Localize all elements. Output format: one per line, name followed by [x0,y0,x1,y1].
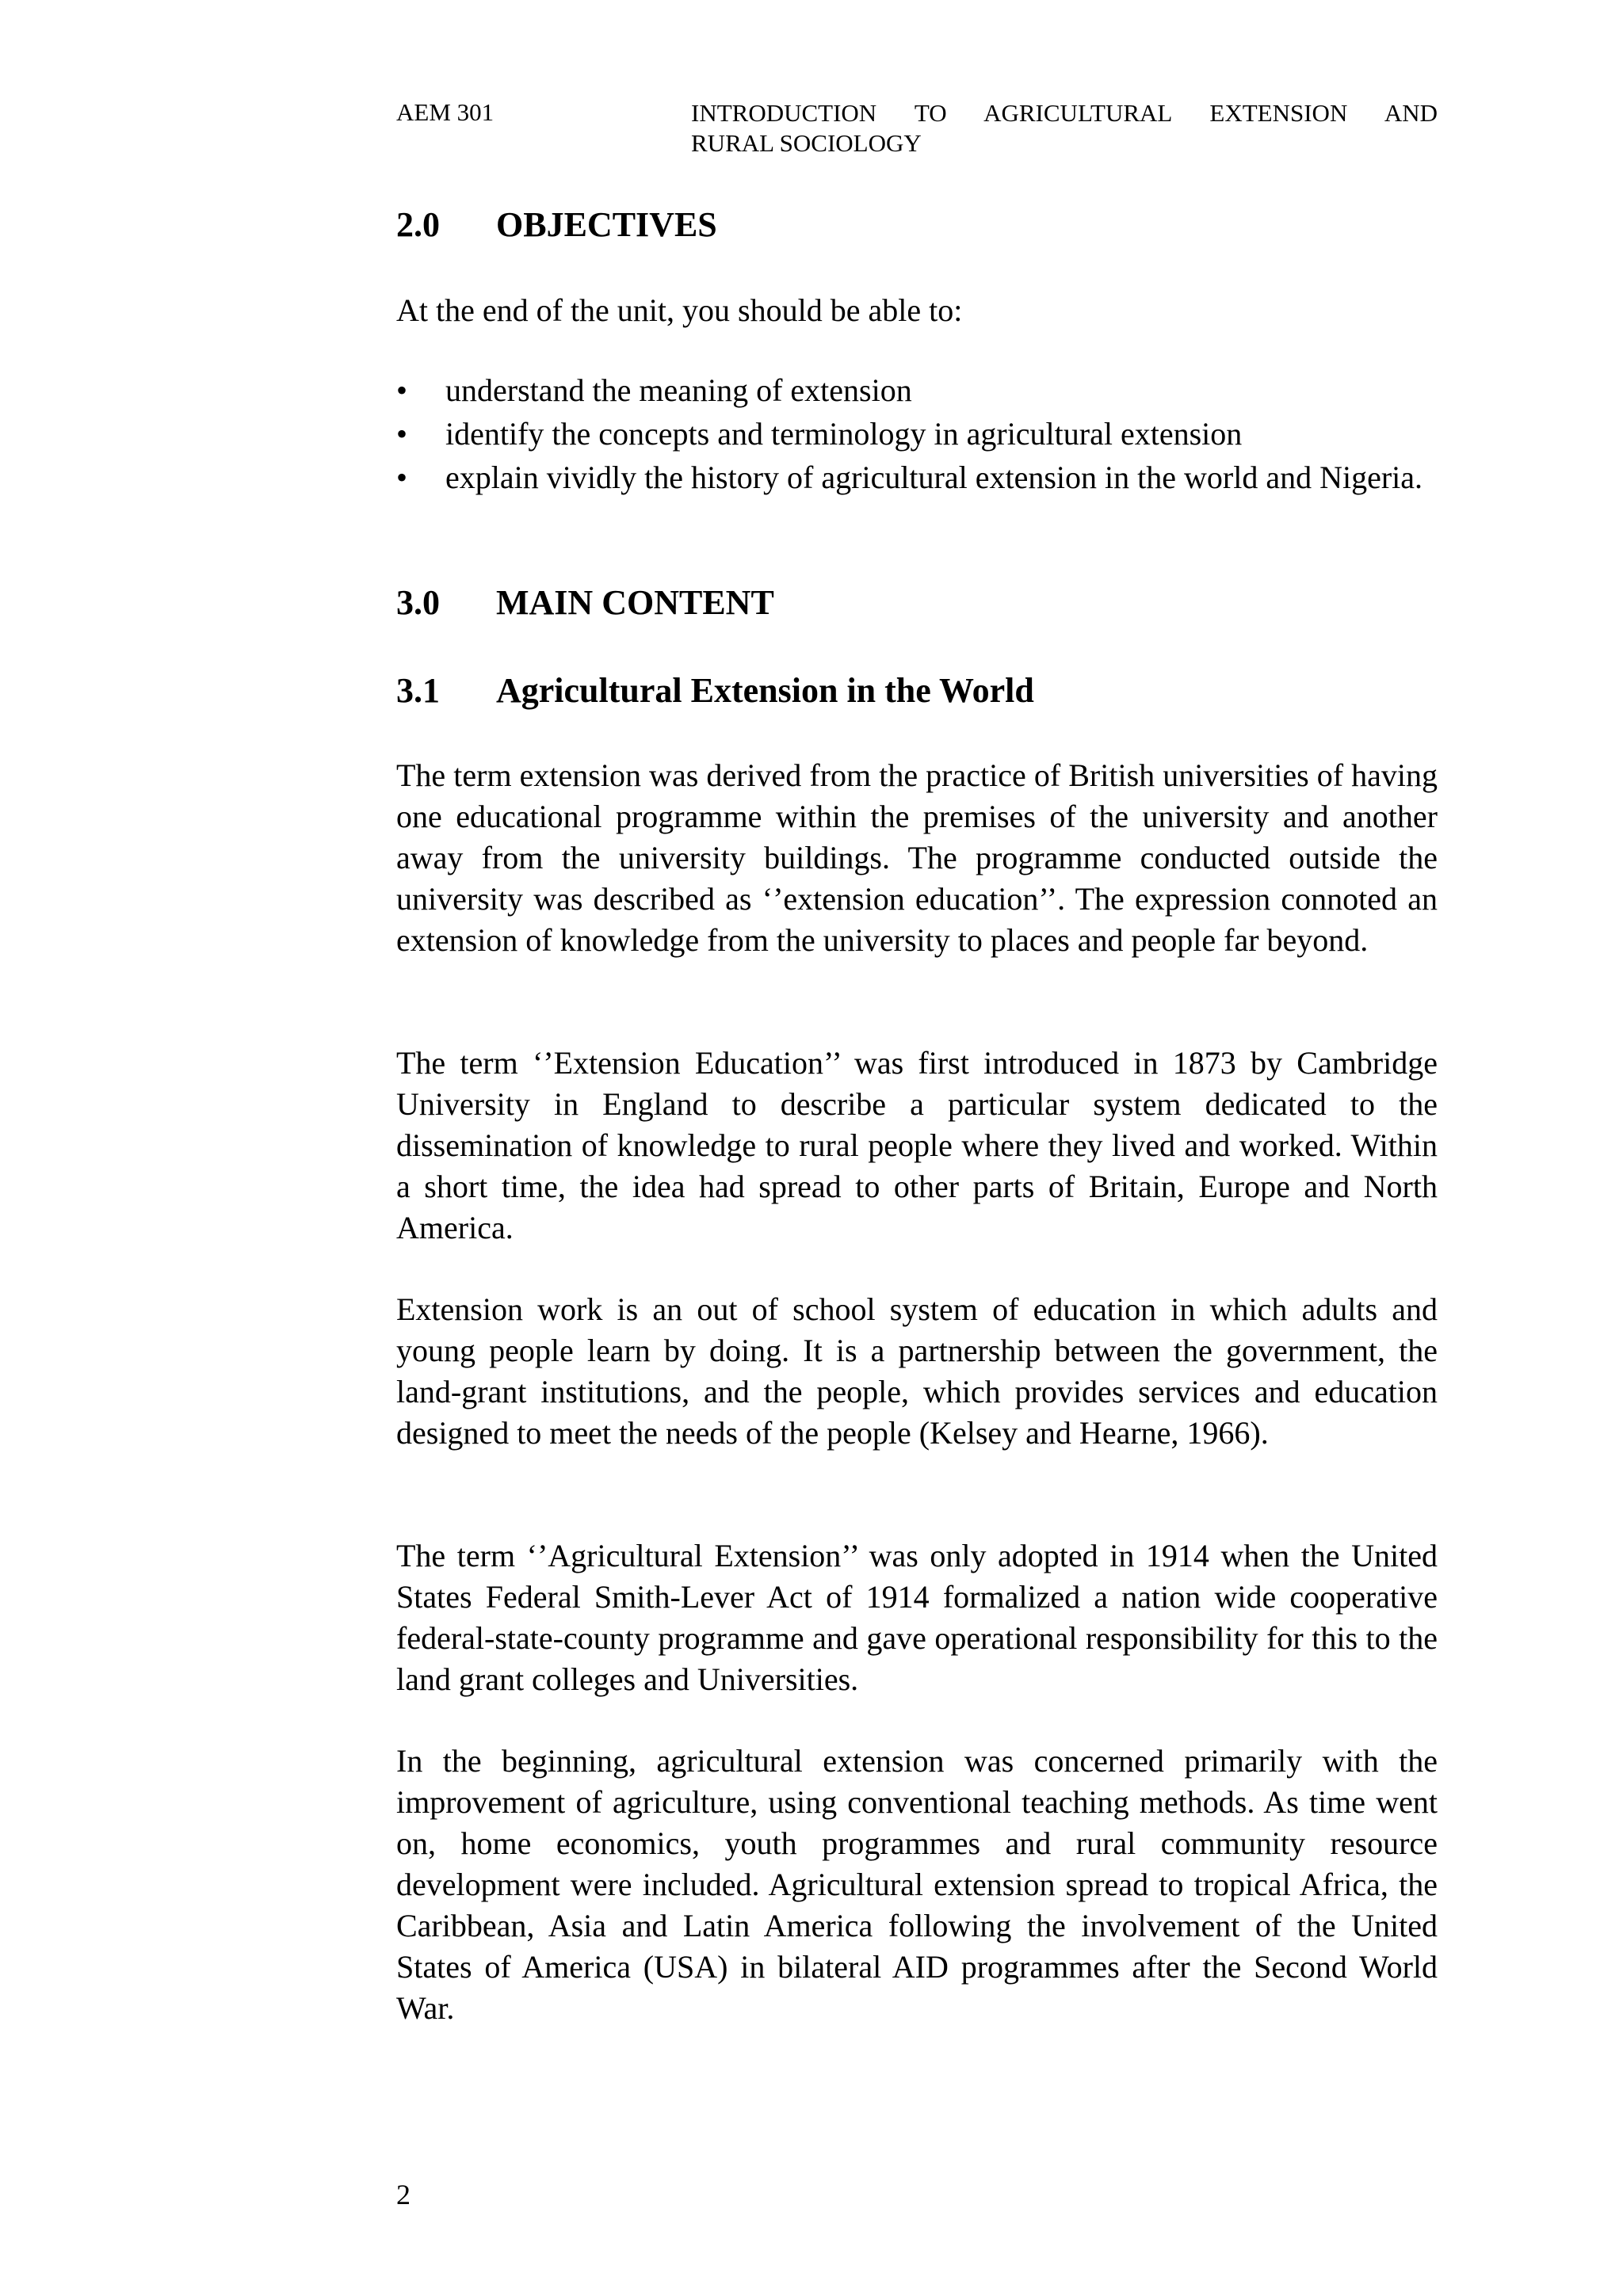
header-course-code: AEM 301 [396,98,495,126]
objective-item [396,456,1438,499]
objectives-heading [396,204,1438,246]
extension-world-heading-title: Agricultural Extension in the World [496,671,1034,710]
extension-world-heading-number: 3.1 [396,671,440,710]
body-paragraph: Extension work is an out of school system of education in which adults and young people learn by doing. It is a partnership between the government, the land-grant institutions, and the people, which provides services and education designed to meet the needs of the people (Kelsey and Hearne, 1966). [396,1291,1438,1451]
bullet-icon: • [396,460,408,495]
bullet-icon: • [396,372,408,408]
main-content-heading [396,582,1438,624]
header-title-line-2: RURAL SOCIOLOGY [691,129,922,157]
objective-text: understand the meaning of extension [445,372,912,408]
bullet-icon: • [396,416,408,452]
header-course-title [691,98,1438,158]
objective-text: identify the concepts and terminology in agricultural extension [445,416,1243,452]
objectives-heading-number: 2.0 [396,205,440,244]
body-paragraph: The term ‘’Agricultural Extension’’ was only adopted in 1914 when the United States Federal Smith-Lever Act of 1914 formalized a nation wide cooperative federal-state-county programme and gave operational responsibility for this to the land grant colleges and Universities. [396,1538,1438,1697]
header-title-line-1: INTRODUCTION TO AGRICULTURAL EXTENSION AND [691,99,1438,127]
body-paragraph: The term ‘’Extension Education’’ was first introduced in 1873 by Cambridge University in England to describe a particular system dedicated to the dissemination of knowledge to rural people where they lived and worked. Within a short time, the idea had spread to other parts of Britain, Europe and North America. [396,1045,1438,1245]
body-paragraph: In the beginning, agricultural extension was concerned primarily with the improvement of agriculture, using conventional teaching methods. As time went on, home economics, youth programmes and rural community resource development were included. Agricultural extension spread to tropical Africa, the Caribbean, Asia and Latin America following the involvement of the United States of America (USA) in bilateral AID programmes after the Second World War. [396,1743,1438,2026]
objectives-intro: At the end of the unit, you should be able to: [396,292,963,328]
body-paragraph: The term extension was derived from the practice of British universities of having one educational programme within the premises of the university and another away from the university buildings. The programme conducted outside the university was described as ‘’extension education’’. The expression connoted an extension of knowledge from the university to places and people far beyond. [396,757,1438,958]
extension-world-heading [396,670,1438,711]
main-content-heading-number: 3.0 [396,583,440,622]
objectives-heading-title: OBJECTIVES [496,205,717,244]
objective-text: explain vividly the history of agricultural extension in the world and Nigeria. [445,460,1423,495]
main-content-heading-title: MAIN CONTENT [496,583,774,622]
page-number: 2 [396,2179,411,2210]
objectives-list [396,368,1438,499]
objective-item [396,412,1438,456]
objective-item [396,368,1438,412]
